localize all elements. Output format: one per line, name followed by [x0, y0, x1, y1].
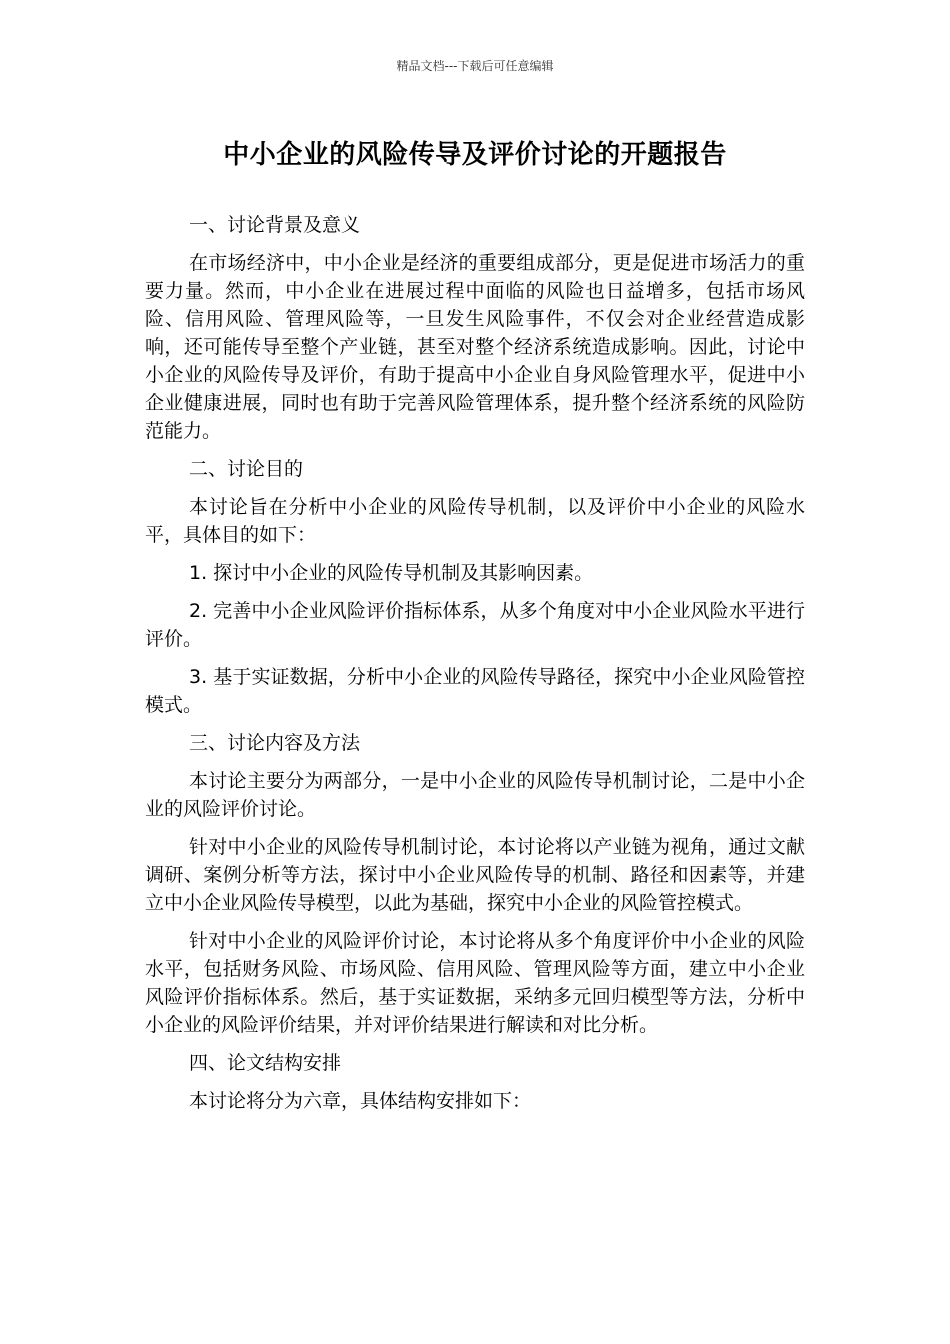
page-header-note: 精品文档---下载后可任意编辑	[396, 59, 554, 73]
section-heading-structure: 四、论文结构安排	[189, 1052, 342, 1074]
paragraph-structure-intro: 本讨论将分为六章，具体结构安排如下：	[189, 1090, 532, 1112]
section-heading-content-method: 三、讨论内容及方法	[189, 732, 361, 754]
document-title: 中小企业的风险传导及评价讨论的开题报告	[223, 140, 727, 170]
document-body	[145, 211, 805, 1125]
list-item-purpose-2: 2. 完善中小企业风险评价指标体系，从多个角度对中小企业风险水平进行评价。	[145, 600, 805, 650]
section-heading-purpose: 二、讨论目的	[189, 458, 304, 480]
list-item-purpose-3: 3. 基于实证数据，分析中小企业的风险传导路径，探究中小企业风险管控模式。	[145, 666, 805, 716]
section-heading-background: 一、讨论背景及意义	[189, 214, 361, 236]
list-item-purpose-1: 1. 探讨中小企业的风险传导机制及其影响因素。	[189, 562, 594, 584]
paragraph-transmission-method: 针对中小企业的风险传导机制讨论，本讨论将以产业链为视角，通过文献调研、案例分析等方法，探讨中小企业风险传导的机制、路径和因素等，并建立中小企业风险传导模型，以此为基础，探究中小企业的风险管控模式。	[145, 836, 805, 914]
paragraph-evaluation-method: 针对中小企业的风险评价讨论，本讨论将从多个角度评价中小企业的风险水平，包括财务风险、市场风险、信用风险、管理风险等方面，建立中小企业风险评价指标体系。然后，基于实证数据，采纳多元回归模型等方法，分析中小企业的风险评价结果，并对评价结果进行解读和对比分析。	[145, 930, 805, 1036]
paragraph-content-overview: 本讨论主要分为两部分，一是中小企业的风险传导机制讨论，二是中小企业的风险评价讨论。	[145, 770, 805, 820]
paragraph-purpose-intro: 本讨论旨在分析中小企业的风险传导机制，以及评价中小企业的风险水平，具体目的如下：	[145, 496, 805, 546]
paragraph-background: 在市场经济中，中小企业是经济的重要组成部分，更是促进市场活力的重要力量。然而，中小企业在进展过程中面临的风险也日益增多，包括市场风险、信用风险、管理风险等，一旦发生风险事件，不仅会对企业经营造成影响，还可能传导至整个产业链，甚至对整个经济系统造成影响。因此，讨论中小企业的风险传导及评价，有助于提高中小企业自身风险管理水平，促进中小企业健康进展，同时也有助于完善风险管理体系，提升整个经济系统的风险防范能力。	[145, 252, 805, 442]
